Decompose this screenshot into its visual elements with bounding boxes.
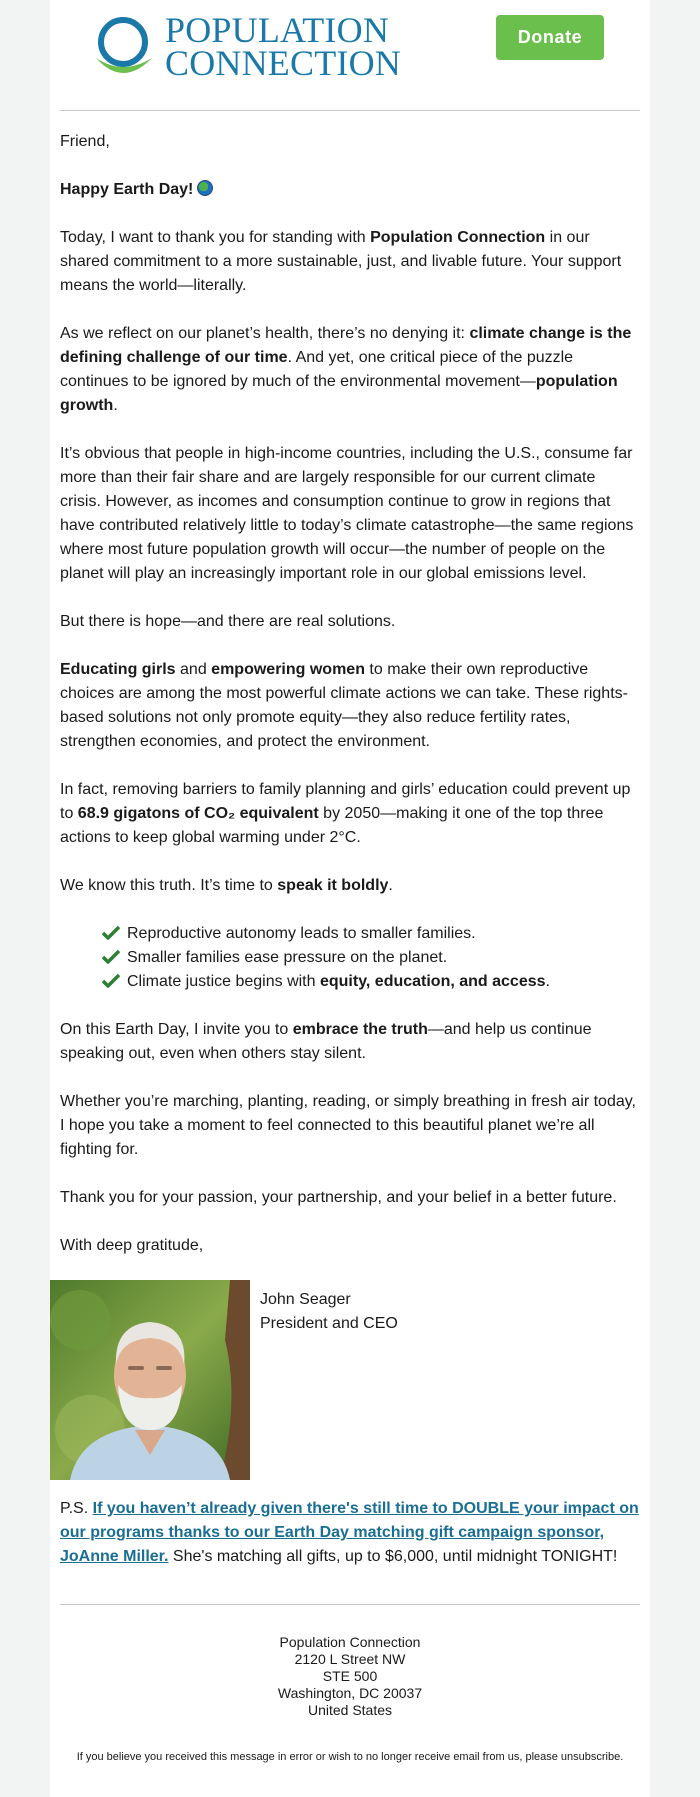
greeting: Friend,	[60, 133, 110, 150]
footer-address	[50, 1634, 650, 1719]
paragraph-thanks	[60, 226, 640, 298]
donate-button[interactable]: Donate	[496, 15, 604, 60]
p8-text-a: On this Earth Day, I invite you to	[60, 1021, 293, 1038]
ps-suffix: She's matching all gifts, up to $6,000, until midnight TONIGHT!	[168, 1548, 618, 1565]
postscript	[60, 1497, 640, 1569]
population-connection-logo[interactable]	[90, 10, 420, 83]
p1-org-name: Population Connection	[370, 229, 546, 246]
p5-bold-women: empowering women	[211, 661, 365, 678]
earth-globe-icon	[197, 180, 213, 196]
p7-text-c: .	[388, 877, 393, 894]
headline	[60, 178, 640, 202]
p2-bold-climate: climate change is the defining challenge of our time	[60, 325, 632, 366]
p6-text-a: In fact, removing barriers to family planning and girls’ education could prevent up to	[60, 781, 631, 822]
p6-text-c: by 2050—making it one of the top three actions to keep global warming under 2°C.	[60, 805, 604, 846]
p5-bold-girls: Educating girls	[60, 661, 176, 678]
paragraph-consumption: It’s obvious that people in high-income countries, including the U.S., consume far more than their fair share and are largely responsible for our current climate crisis. However, as incomes and consumption continue to grow in regions that have contributed relatively little to today’s climate catastrophe—the same regions where most future population growth will occur—the number of people on the planet will play an increasingly important role in our global emissions level.	[60, 445, 634, 582]
paragraph-truth	[60, 874, 640, 898]
footer-country: United States	[307, 1702, 393, 1718]
checklist-item-3-bold: equity, education, and access	[319, 973, 546, 990]
checklist-item-2-text: Smaller families ease pressure on the planet.	[127, 949, 448, 966]
email-card	[50, 0, 650, 1797]
signature-block	[50, 1280, 650, 1480]
closing: With deep gratitude,	[60, 1237, 204, 1254]
p1-text-c: in our shared commitment to a more sustainable, just, and livable future. Your support means the world—literally.	[60, 229, 622, 294]
footer-org: Population Connection	[279, 1634, 421, 1650]
email-body	[60, 130, 640, 1282]
checkmark-icon	[102, 925, 120, 941]
p2-text-a: As we reflect on our planet’s health, there’s no denying it:	[60, 325, 470, 342]
unsubscribe-notice[interactable]: If you believe you received this message in error or wish to no longer receive email from us, please unsubscribe.	[76, 1751, 624, 1763]
p7-bold-speak: speak it boldly	[277, 877, 389, 894]
p8-bold-embrace: embrace the truth	[292, 1021, 428, 1038]
logo-wordmark	[165, 10, 401, 83]
p2-text-c: . And yet, one critical piece of the puzzle continues to be ignored by much of the environmental movement—	[60, 349, 574, 390]
p5-text-and: and	[175, 661, 212, 678]
p8-text-c: —and help us continue speaking out, even when others stay silent.	[60, 1021, 592, 1062]
p6-bold-gigatons: 68.9 gigatons of CO₂ equivalent	[77, 805, 319, 822]
p7-text-a: We know this truth. It’s time to	[60, 877, 278, 894]
footer-city: Washington, DC 20037	[277, 1685, 423, 1701]
footer-suite: STE 500	[322, 1668, 378, 1684]
paragraph-hope: But there is hope—and there are real solutions.	[60, 613, 396, 630]
headline-text: Happy Earth Day!	[60, 181, 194, 198]
checklist-item	[102, 970, 640, 994]
checklist-item-1-text: Reproductive autonomy leads to smaller families.	[127, 925, 476, 942]
paragraph-gigatons	[60, 778, 640, 850]
p5-text-d: to make their own reproductive choices are among the most powerful climate actions we can take. These rights-based solutions not only promote equity—they also reduce fertility rates, strengthen economies, and protect the environment.	[60, 661, 628, 750]
footer-divider	[60, 1604, 640, 1605]
ps-prefix: P.S.	[60, 1500, 93, 1517]
logo-line-1: POPULATION	[165, 10, 390, 50]
header-divider	[60, 110, 640, 111]
signature-text	[260, 1288, 398, 1336]
ceo-portrait-photo	[50, 1280, 250, 1480]
paragraph-climate	[60, 322, 640, 418]
checklist	[102, 922, 640, 994]
p1-text-a: Today, I want to thank you for standing with	[60, 229, 371, 246]
checklist-item-3-text-a: Climate justice begins with	[127, 973, 320, 990]
paragraph-embrace	[60, 1018, 640, 1066]
checkmark-icon	[102, 949, 120, 965]
paragraph-solutions	[60, 658, 640, 754]
paragraph-connected: Whether you’re marching, planting, reading, or simply breathing in fresh air today, I hope you take a moment to feel connected to this beautiful planet we’re all fighting for.	[60, 1093, 636, 1158]
p2-bold-population: population growth	[60, 373, 618, 414]
p2-text-e: .	[113, 397, 118, 414]
paragraph-thank-you: Thank you for your passion, your partnership, and your belief in a better future.	[60, 1189, 617, 1206]
email-header	[50, 0, 650, 110]
checklist-item	[102, 922, 640, 946]
logo-globe-icon	[90, 14, 156, 80]
checkmark-icon	[102, 973, 120, 989]
signer-title: President and CEO	[260, 1315, 398, 1332]
signer-name: John Seager	[260, 1291, 351, 1308]
matching-gift-link[interactable]: If you haven’t already given there's still time to DOUBLE your impact on our programs thanks to our Earth Day matching gift campaign sponsor, JoAnne Miller.	[60, 1500, 639, 1565]
checklist-item	[102, 946, 640, 970]
checklist-item-3-text-c: .	[545, 973, 550, 990]
footer-street: 2120 L Street NW	[294, 1651, 406, 1667]
logo-line-2: CONNECTION	[165, 43, 401, 83]
